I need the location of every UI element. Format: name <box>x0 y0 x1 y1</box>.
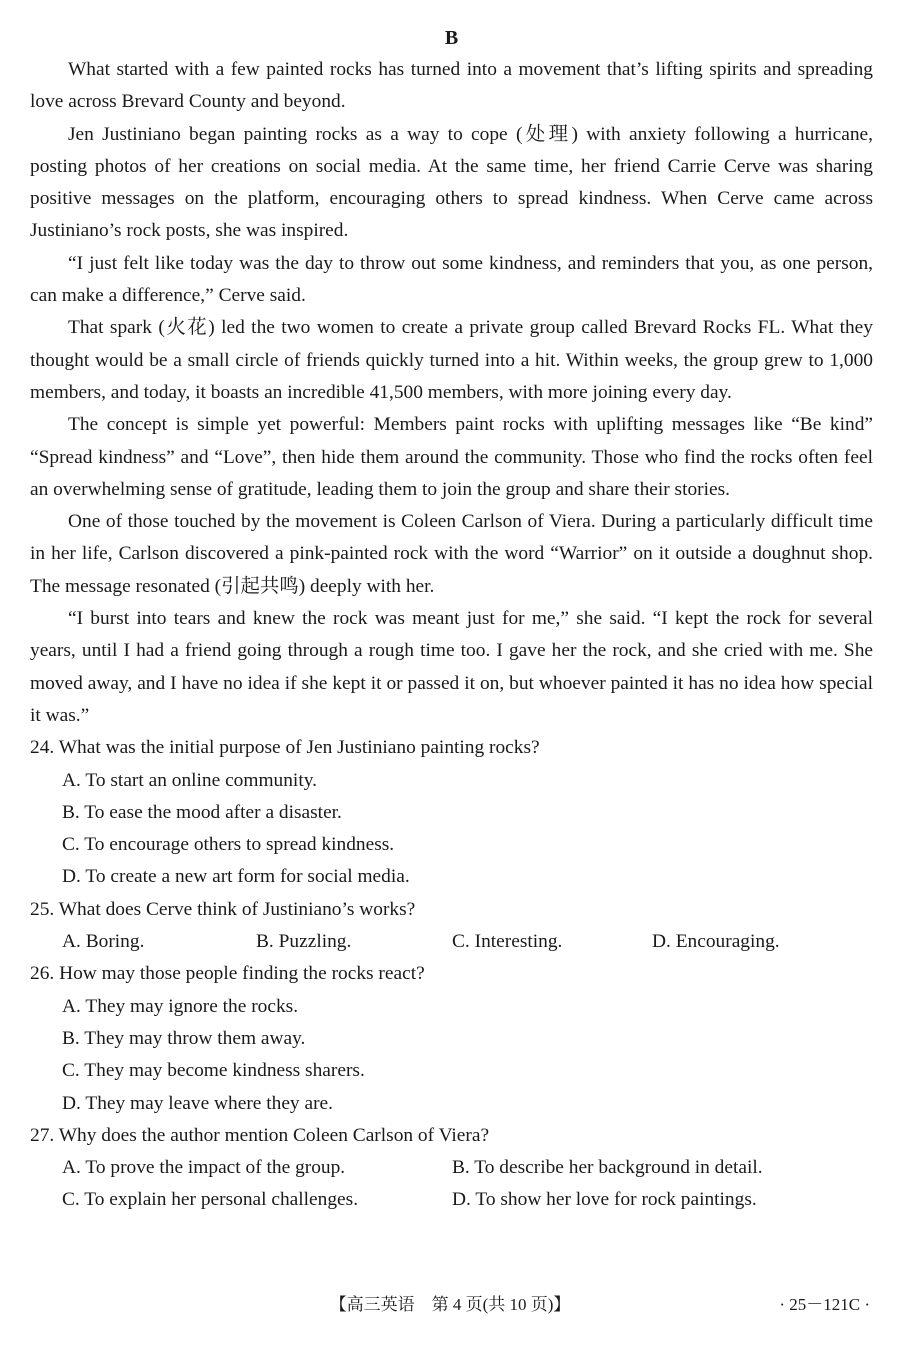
option-c: C. To explain her personal challenges. <box>62 1189 359 1211</box>
section-title: B <box>444 27 459 49</box>
passage-paragraph: “I just felt like today was the day to throw out some kindness, and reminders that you, as one person, can make a difference,” Cerve said. <box>30 252 873 307</box>
passage-paragraph: The concept is simple yet powerful: Members paint rocks with uplifting messages like “Be kind” “Spread kindness” and “Love”, then hide them around the community. Those who find the rocks often feel an overwhelming sense of gratitude, leading them to join the group and share their stories. <box>30 414 873 500</box>
question-26 <box>30 958 873 1119</box>
option-b: B. Puzzling. <box>256 931 352 953</box>
exam-code: · 25－121C · <box>779 1295 870 1314</box>
options-row <box>30 926 873 958</box>
option-b: B. To describe her background in detail. <box>452 1157 763 1179</box>
option-d: D. To create a new art form for social media. <box>62 866 410 888</box>
option-a: A. To start an online community. <box>62 769 317 791</box>
option-c: C. They may become kindness sharers. <box>62 1060 365 1082</box>
passage-paragraph: What started with a few painted rocks has turned into a movement that’s lifting spirits and spreading love across Brevard County and beyond. <box>30 59 873 113</box>
option-a: A. To prove the impact of the group. <box>62 1157 346 1179</box>
page-number-label: 【高三英语 第 4 页(共 10 页)】 <box>329 1295 571 1314</box>
question-stem: 26. How may those people finding the rocks react? <box>30 963 425 985</box>
passage-paragraph: Jen Justiniano began painting rocks as a way to cope (处理) with anxiety following a hurricane, posting photos of her creations on social media. At the same time, her friend Carrie Cerve was sharing positive messages on the platform, encouraging others to spread kindness. When Cerve came across Justiniano’s rock posts, she was inspired. <box>30 123 873 242</box>
option-a: A. Boring. <box>62 931 145 953</box>
option-c: C. To encourage others to spread kindness. <box>62 834 395 856</box>
option-d: D. Encouraging. <box>652 931 780 953</box>
option-d: D. They may leave where they are. <box>62 1092 333 1114</box>
question-25 <box>30 894 873 959</box>
passage-paragraph: “I burst into tears and knew the rock was meant just for me,” she said. “I kept the rock for several years, until I had a friend going through a rough time too. I gave her the rock, and she cried with me. She moved away, and I have no idea if she kept it or passed it on, but whoever painted it has no idea how special it was.” <box>30 608 873 726</box>
passage <box>30 54 873 732</box>
option-b: B. They may throw them away. <box>62 1027 306 1049</box>
option-d: D. To show her love for rock paintings. <box>452 1189 757 1211</box>
question-list <box>30 732 873 1216</box>
options-row <box>30 1184 873 1216</box>
option-b: B. To ease the mood after a disaster. <box>62 801 342 823</box>
question-stem: 24. What was the initial purpose of Jen Justiniano painting rocks? <box>30 737 540 759</box>
question-stem: 25. What does Cerve think of Justiniano’s works? <box>30 898 416 920</box>
passage-paragraph: That spark (火花) led the two women to create a private group called Brevard Rocks FL. What they thought would be a small circle of friends quickly turned into a hit. Within weeks, the group grew to 1,000 members, and today, it boasts an incredible 41,500 members, with more joining every day. <box>30 317 873 403</box>
option-a: A. They may ignore the rocks. <box>62 995 299 1017</box>
option-c: C. Interesting. <box>452 931 563 953</box>
page-footer <box>0 1290 900 1320</box>
question-27 <box>30 1120 873 1217</box>
question-24 <box>30 732 873 893</box>
question-stem: 27. Why does the author mention Coleen Carlson of Viera? <box>30 1124 490 1146</box>
passage-paragraph: One of those touched by the movement is Coleen Carlson of Viera. During a particularly difficult time in her life, Carlson discovered a pink-painted rock with the word “Warrior” on it outside a doughnut shop. The message resonated (引起共鸣) deeply with her. <box>30 511 873 597</box>
options-row <box>30 1152 873 1184</box>
